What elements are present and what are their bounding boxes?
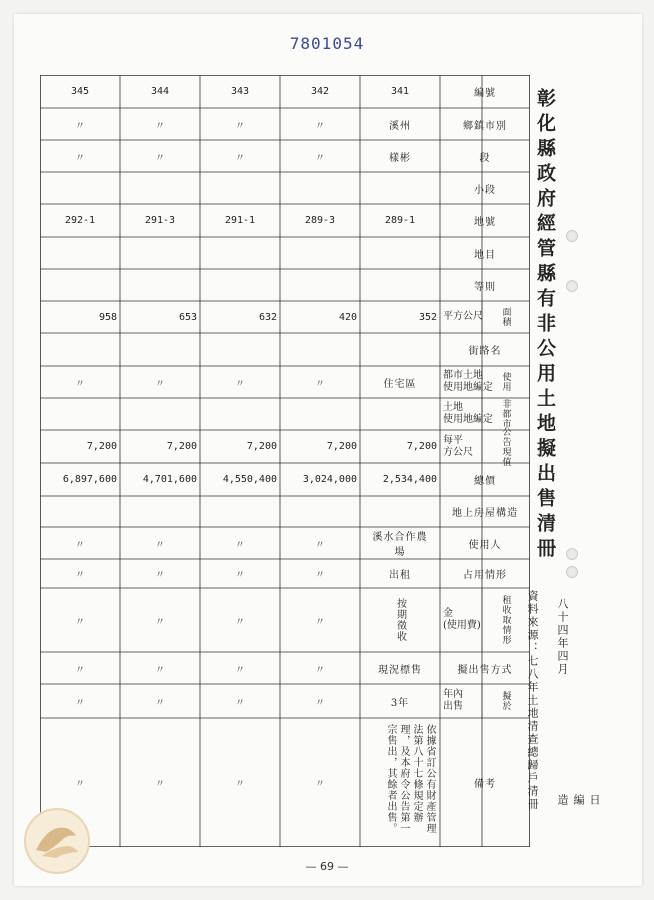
cell-parcel-no: 344: [150, 86, 170, 97]
header-label: 備考: [474, 779, 496, 790]
header-sublabel-line: 都市土地: [443, 370, 483, 381]
cell-unit-value: 7,200: [86, 441, 117, 452]
cell-unit-value: 7,200: [406, 441, 437, 452]
header-sublabel: [440, 301, 482, 333]
document-number: 7801054: [289, 34, 365, 53]
cell-township: 〃: [235, 120, 245, 132]
cell-parcel-no: 343: [230, 86, 250, 97]
document-title: 彰化縣政府經管縣有非公用土地擬出售清冊: [534, 88, 556, 563]
binder-hole: [566, 280, 578, 292]
cell-occupancy: 〃: [75, 570, 85, 581]
header-label: 地上房屋構造: [452, 508, 518, 519]
cell-occupancy: 〃: [155, 570, 165, 581]
cell-urban-zoning: 〃: [75, 378, 85, 390]
header-label: 地號: [474, 217, 496, 228]
cell-land-no: 292-1: [64, 215, 96, 226]
cell-occupancy: 〃: [315, 570, 325, 581]
header-label: 租收取情形: [500, 595, 511, 645]
header-sublabel-line: 方公尺: [443, 446, 473, 458]
cell-section: 〃: [235, 152, 245, 164]
cell-remark: 〃: [75, 779, 85, 790]
cell-rent: 按期徵收: [394, 598, 406, 642]
cell-sale-method: 〃: [75, 664, 85, 676]
compile-date: 八十四年四月: [556, 598, 569, 676]
binder-hole: [566, 566, 578, 578]
cell-sale-method: 〃: [235, 664, 245, 676]
cell-township: 〃: [315, 120, 325, 132]
cell-user: 〃: [235, 539, 245, 551]
header-sublabel: [440, 430, 482, 463]
cell-remark: 〃: [235, 779, 245, 790]
header-sublabel-line: 金: [443, 608, 453, 619]
header-sublabel: [440, 588, 482, 652]
header-sublabel-line: 使用地編定: [443, 382, 493, 393]
header-label: 占用情形: [463, 570, 507, 581]
cell-occupancy: 出租: [389, 570, 411, 581]
cell-years: 〃: [75, 697, 85, 709]
compile-date-note: [554, 598, 601, 807]
header-label: 面積: [500, 307, 511, 327]
cell-township: 〃: [155, 120, 165, 132]
header-sublabel-line: 土地: [443, 402, 463, 413]
cell-unit-value: 7,200: [166, 441, 197, 452]
cell-unit-value: 7,200: [246, 441, 277, 452]
cell-total-price: 4,550,400: [222, 474, 277, 485]
cell-occupancy: 〃: [235, 570, 245, 581]
cell-parcel-no: 345: [70, 86, 90, 97]
cell-section: 〃: [155, 152, 165, 164]
cell-total-price: 4,701,600: [142, 474, 197, 485]
cell-user: 〃: [75, 539, 85, 551]
cell-rent: 〃: [235, 616, 245, 628]
cell-area: 632: [258, 311, 277, 323]
compile-date-suffix: 日編造: [556, 794, 601, 807]
header-label: 總價: [474, 476, 496, 487]
header-sublabel: [440, 684, 482, 718]
cell-township: 溪州: [389, 120, 411, 132]
header-label: 地目: [474, 249, 496, 261]
cell-section: 〃: [75, 152, 85, 164]
cell-area: 420: [338, 311, 357, 323]
cell-years: 3年: [390, 697, 410, 709]
cell-land-no: 289-1: [384, 215, 416, 226]
header-sublabel-line: 每平: [443, 434, 463, 446]
header-label: 鄉鎮市別: [463, 120, 507, 132]
cell-sale-method: 〃: [315, 664, 325, 676]
cell-rent: 〃: [75, 616, 85, 628]
header-sublabel-line: 使用地編定: [443, 414, 493, 425]
cell-total-price: 2,534,400: [382, 474, 437, 485]
header-sublabel-line: 出售: [443, 701, 463, 712]
cell-urban-zoning: 〃: [315, 378, 325, 390]
header-label: 使用: [500, 372, 511, 392]
cell-land-no: 291-1: [224, 215, 256, 226]
cell-remark: 〃: [315, 779, 325, 790]
header-label: 等則: [474, 281, 496, 293]
binder-hole: [566, 548, 578, 560]
binder-hole: [566, 230, 578, 242]
header-sublabel-line: 年內: [443, 689, 463, 700]
header-label: 使用人: [468, 539, 502, 551]
cell-area: 958: [98, 311, 117, 323]
cell-user: 〃: [315, 539, 325, 551]
cell-section: 樣彬: [389, 152, 411, 164]
header-label: 街路名: [468, 346, 502, 357]
cell-years: 〃: [235, 697, 245, 709]
header-sublabel-line: (使用費): [443, 620, 481, 631]
header-label: 段: [479, 152, 491, 164]
cell-rent: 〃: [155, 616, 165, 628]
cell-rent: 〃: [315, 616, 325, 628]
cell-township: 〃: [75, 120, 85, 132]
cell-remark: 〃: [155, 779, 165, 790]
header-label: 擬出售方式: [457, 664, 513, 676]
header-label: 編號: [474, 88, 496, 99]
cell-user: 溪水合作農場: [372, 532, 428, 558]
cell-years: 〃: [315, 697, 325, 709]
cell-sale-method: 〃: [155, 664, 165, 676]
cell-land-no: 289-3: [304, 215, 336, 226]
cell-urban-zoning: 住宅區: [383, 378, 417, 390]
cell-sale-method: 現況標售: [378, 664, 422, 676]
header-sublabel: [440, 366, 493, 398]
cell-unit-value: 7,200: [326, 441, 357, 452]
cell-area: 653: [178, 311, 197, 323]
header-sublabel-line: 平方公尺: [443, 311, 483, 322]
page-number: — 69 —: [305, 860, 349, 873]
header-label: 小段: [474, 184, 496, 196]
source-note: 資料來源：七八年土地清查總歸戶清冊: [526, 590, 539, 811]
cell-total-price: 3,024,000: [302, 474, 357, 485]
cell-parcel-no: 341: [390, 86, 410, 97]
cell-urban-zoning: 〃: [235, 378, 245, 390]
cell-parcel-no: 342: [310, 86, 330, 97]
cell-total-price: 6,897,600: [62, 474, 117, 485]
header-sublabel: [440, 398, 493, 430]
cell-remark: 依據省訂公有財產管理法第八十七條規定辦理，及本府令公告第一宗售出，其餘者出售。: [385, 724, 435, 834]
header-label: 公告現值: [500, 426, 511, 467]
header-label: 擬於: [500, 691, 511, 711]
cell-section: 〃: [315, 152, 325, 164]
cell-land-no: 291-3: [144, 215, 176, 226]
cell-years: 〃: [155, 697, 165, 709]
cell-area: 352: [418, 311, 437, 323]
cell-urban-zoning: 〃: [155, 378, 165, 390]
header-label: 非都市: [500, 399, 511, 429]
cell-user: 〃: [155, 539, 165, 551]
